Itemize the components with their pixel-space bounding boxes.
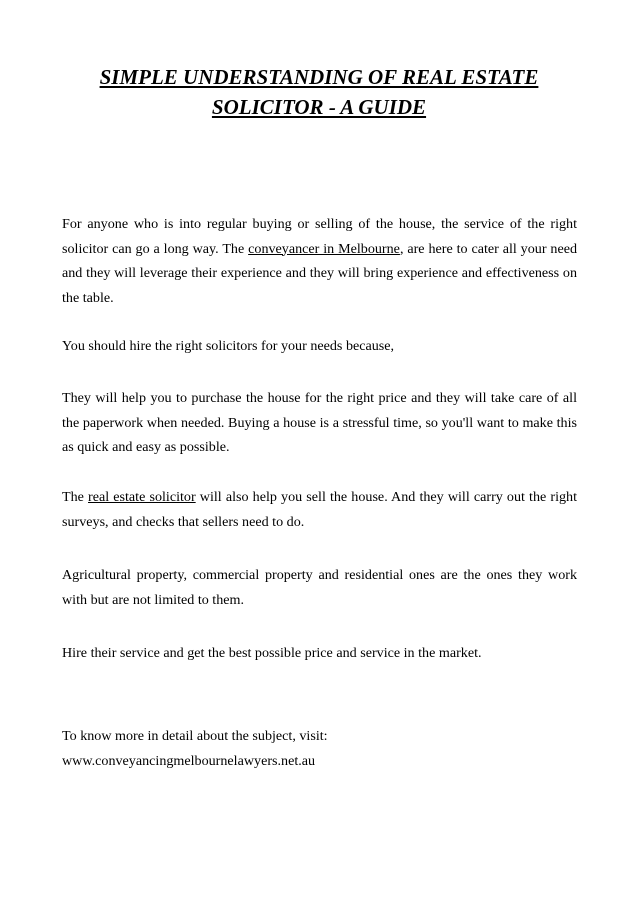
real-estate-solicitor-link[interactable]: real estate solicitor (88, 489, 196, 505)
intro-paragraph (62, 212, 577, 310)
sell-text-start: The (62, 489, 89, 505)
sell-text-end: will also help you sell the house. And they will carry out the right surveys, and checks that sellers need to do. (62, 489, 578, 530)
intro-text-end: , are here to cater all your need and they will leverage their experience and they will bring experience and effectiveness on the table. (62, 240, 578, 306)
title-line-2: SOLICITOR - A GUIDE (211, 95, 427, 119)
purchase-paragraph: They will help you to purchase the house for the right price and they will take care of all the paperwork when needed. Buying a house is a stressful time, so you'll want to make this as quick and easy as possible. (62, 390, 577, 455)
website-url[interactable]: www.conveyancingmelbournelawyers.net.au (62, 752, 316, 769)
contact-paragraph (62, 724, 577, 773)
sell-paragraph (62, 485, 577, 534)
hire-reason-paragraph: You should hire the right solicitors for your needs because, (62, 338, 395, 354)
title-line-1: SIMPLE UNDERSTANDING OF REAL ESTATE (99, 65, 539, 89)
intro-text-start: For anyone who is into regular buying or selling of the house, the service of the right solicitor can go a long way. The (62, 216, 577, 257)
property-types-paragraph: Agricultural property, commercial property and residential ones are the ones they work with but are not limited to them. (62, 567, 577, 608)
hire-service-paragraph: Hire their service and get the best possible price and service in the market. (62, 645, 482, 661)
document-title (40, 62, 598, 122)
contact-text: To know more in detail about the subject, visit: (62, 728, 328, 744)
conveyancer-melbourne-link[interactable]: conveyancer in Melbourne (248, 240, 400, 257)
